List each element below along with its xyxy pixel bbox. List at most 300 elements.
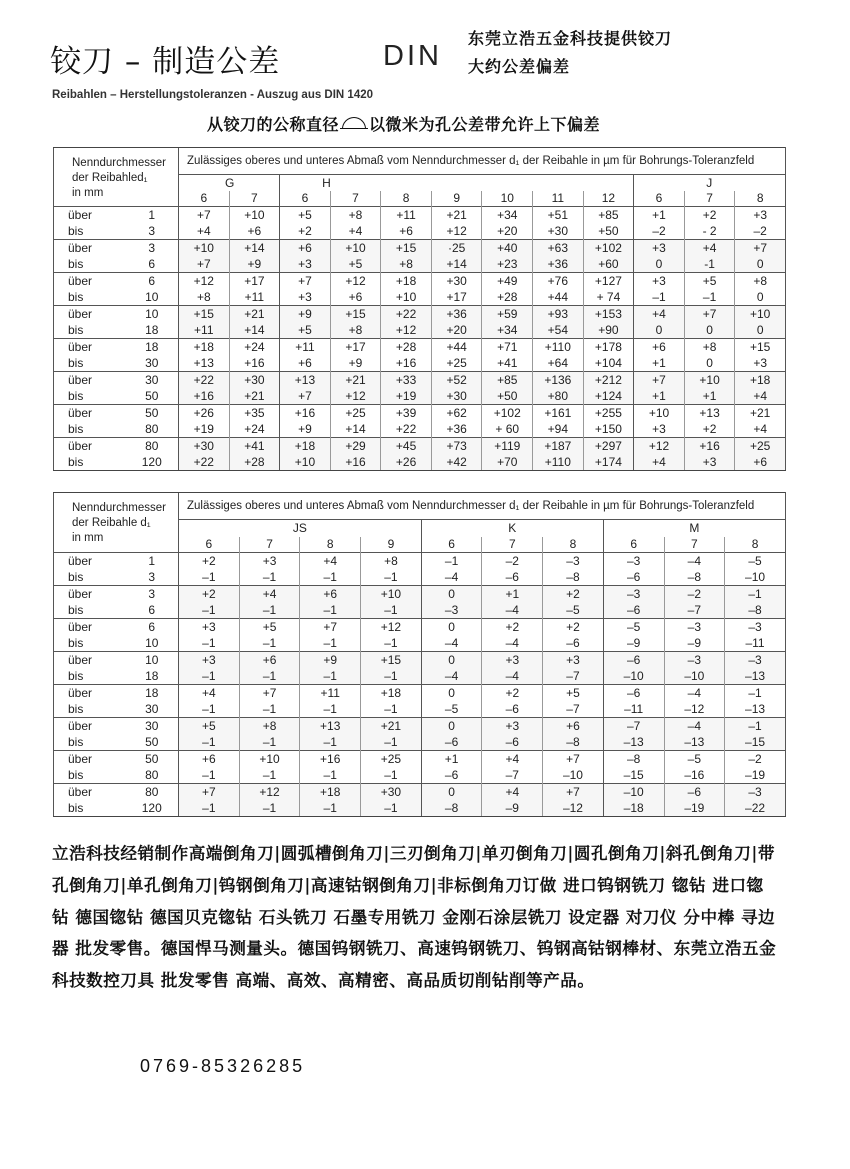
tolerance-value: –6	[421, 734, 482, 751]
tolerance-value: –1	[239, 602, 300, 619]
grade-label: 7	[482, 537, 543, 553]
tolerance-value: +8	[684, 339, 735, 356]
tolerance-value: +21	[735, 405, 786, 422]
tolerance-value: +25	[735, 438, 786, 455]
tolerance-value: +85	[482, 372, 533, 389]
tolerance-value: –18	[603, 800, 664, 817]
tolerance-value: +11	[381, 207, 432, 224]
table-row	[54, 767, 786, 784]
tolerance-value: +8	[381, 256, 432, 273]
table-row	[54, 421, 786, 438]
grade-label: 7	[330, 191, 381, 207]
tolerance-value: –12	[543, 800, 604, 817]
tolerance-table-ghj	[53, 147, 786, 471]
tolerance-value: +62	[431, 405, 482, 422]
range-label: bis	[54, 668, 126, 685]
tolerance-value: +7	[735, 240, 786, 257]
tolerance-value: –8	[421, 800, 482, 817]
tolerance-value: 0	[684, 355, 735, 372]
tolerance-value: –8	[603, 751, 664, 768]
tolerance-value: –4	[664, 553, 725, 570]
grade-label: 6	[634, 191, 685, 207]
range-label: über	[54, 240, 126, 257]
range-mm: 120	[126, 800, 179, 817]
range-label: bis	[54, 322, 126, 339]
tolerance-value: –9	[603, 635, 664, 652]
range-mm: 6	[148, 603, 156, 617]
grade-label: 8	[300, 537, 361, 553]
tolerance-value: 0	[735, 289, 786, 306]
tolerance-value: +16	[684, 438, 735, 455]
tolerance-value: +9	[229, 256, 280, 273]
range-label: bis	[54, 734, 126, 751]
tolerance-value: +15	[361, 652, 422, 669]
tolerance-value: –2	[725, 751, 786, 768]
table-row	[54, 652, 786, 669]
grade-label: 7	[239, 537, 300, 553]
tolerance-value: –1	[239, 569, 300, 586]
tolerance-value: +24	[229, 421, 280, 438]
tolerance-value: +16	[381, 355, 432, 372]
tolerance-value: +23	[482, 256, 533, 273]
range-mm: 10	[126, 306, 179, 323]
table-row	[54, 223, 786, 240]
range-label: bis	[54, 256, 126, 273]
tolerance-value: +10	[361, 586, 422, 603]
tolerance-value: –13	[725, 668, 786, 685]
tolerance-value: +5	[239, 619, 300, 636]
tolerance-value: –1	[179, 734, 240, 751]
range-mm: 10	[126, 652, 179, 669]
tolerance-value: +2	[482, 619, 543, 636]
tolerance-value: +6	[735, 454, 786, 471]
tolerance-value: –1	[300, 668, 361, 685]
range-mm: 18	[145, 323, 159, 337]
tolerance-value: +1	[634, 388, 685, 405]
range-mm: 1	[126, 553, 179, 570]
tolerance-value: +13	[300, 718, 361, 735]
range-label: bis	[54, 421, 126, 438]
tolerance-value: +24	[229, 339, 280, 356]
tolerance-value: +71	[482, 339, 533, 356]
range-mm: 80	[145, 422, 159, 436]
tolerance-value: –9	[482, 800, 543, 817]
tolerance-value: –6	[543, 635, 604, 652]
diameter-column-header	[54, 493, 179, 553]
tolerance-value: –10	[603, 784, 664, 801]
tolerance-value: ·25	[431, 240, 482, 257]
tolerance-value: –19	[725, 767, 786, 784]
tolerance-value: +44	[533, 289, 584, 306]
tolerance-value: +7	[239, 685, 300, 702]
tolerance-value: –1	[725, 586, 786, 603]
tolerance-value: +6	[280, 240, 331, 257]
din-label: DIN	[383, 40, 442, 72]
table-row	[54, 322, 786, 339]
tolerance-value: +26	[381, 454, 432, 471]
page-title: 铰刀 – 制造公差	[50, 44, 281, 80]
range-mm: 6	[126, 273, 179, 290]
tolerance-value: +60	[583, 256, 634, 273]
tolerance-value: –4	[482, 635, 543, 652]
grade-label: 6	[179, 537, 240, 553]
tolerance-value: +5	[684, 273, 735, 290]
tolerance-value: +50	[583, 223, 634, 240]
tolerance-value: +9	[330, 355, 381, 372]
grade-label: 11	[533, 191, 584, 207]
tolerance-value: +4	[482, 784, 543, 801]
range-label: über	[54, 553, 126, 570]
tolerance-value: –6	[664, 784, 725, 801]
tolerance-value: –1	[361, 569, 422, 586]
range-label: bis	[54, 800, 126, 817]
tolerance-value: + 74	[583, 289, 634, 306]
table-row	[54, 718, 786, 735]
tolerance-value: +36	[431, 421, 482, 438]
tolerance-value: +17	[431, 289, 482, 306]
tolerance-value: +42	[431, 454, 482, 471]
tolerance-value: +7	[684, 306, 735, 323]
tolerance-value: +80	[533, 388, 584, 405]
table-row	[54, 734, 786, 751]
tolerance-value: +6	[280, 355, 331, 372]
tolerance-value: –1	[725, 685, 786, 702]
tolerance-value: +54	[533, 322, 584, 339]
subtitle: Reibahlen – Herstellungstoleranzen - Auszug aus DIN 1420	[52, 89, 374, 101]
tolerance-value: 0	[421, 784, 482, 801]
range-label: bis	[54, 289, 126, 306]
tolerance-value: 0	[421, 619, 482, 636]
product-paragraph: 立浩科技经销制作高端倒角刀|圆弧槽倒角刀|三刃倒角刀|单刃倒角刀|圆孔倒角刀|斜孔倒角刀|带孔倒角刀|单孔倒角刀|钨钢倒角刀|高速钴钢倒角刀|非标倒角刀订做 进口钨钢铣刀 锪钻 进口锪钻 德国锪钻 德国贝克锪钻 石头铣刀 石墨专用铣刀 金刚石涂层铣刀 设定器 对刀仪 分中棒 寻边器 批发零售。德国悍马测量头。德国钨钢铣刀、高速钨钢铣刀、钨钢高钴钢棒材、东莞立浩五金科技数控刀具 批发零售 高端、高效、高精密、高品质切削钻削等产品。	[52, 843, 777, 991]
grade-label: 8	[381, 191, 432, 207]
table-row	[54, 240, 786, 257]
grade-label: 7	[229, 191, 280, 207]
range-label: über	[54, 718, 126, 735]
tolerance-value: +25	[330, 405, 381, 422]
tolerance-value: 0	[735, 256, 786, 273]
tolerance-value: +18	[280, 438, 331, 455]
table-row	[54, 388, 786, 405]
tolerance-value: –2	[634, 223, 685, 240]
range-mm: 30	[126, 718, 179, 735]
tolerance-value: +21	[431, 207, 482, 224]
tolerance-value: –6	[603, 685, 664, 702]
tolerance-value: +29	[330, 438, 381, 455]
tolerance-value: +5	[280, 322, 331, 339]
range-label: über	[54, 685, 126, 702]
tolerance-value: –1	[300, 569, 361, 586]
tolerance-value: +41	[482, 355, 533, 372]
tolerance-value: +10	[179, 240, 230, 257]
tolerance-value: –1	[361, 668, 422, 685]
tolerance-value: +6	[543, 718, 604, 735]
tolerance-value: +4	[179, 685, 240, 702]
tolerance-value: +255	[583, 405, 634, 422]
range-mm: 80	[145, 768, 159, 782]
table-row	[54, 635, 786, 652]
tolerance-value: –13	[664, 734, 725, 751]
range-mm: 10	[145, 290, 159, 304]
tolerance-value: –1	[361, 635, 422, 652]
tolerance-value: –6	[603, 602, 664, 619]
tolerance-value: +13	[179, 355, 230, 372]
tolerance-value: +3	[482, 652, 543, 669]
tolerance-value: 0	[735, 322, 786, 339]
tolerance-value: +10	[684, 372, 735, 389]
tolerance-value: +2	[684, 421, 735, 438]
tolerance-value: –10	[664, 668, 725, 685]
tolerance-value: +14	[229, 322, 280, 339]
tolerance-value: +25	[431, 355, 482, 372]
tolerance-value: –5	[603, 619, 664, 636]
tolerance-value: +7	[634, 372, 685, 389]
grade-label: 9	[361, 537, 422, 553]
range-mm: 30	[145, 702, 159, 716]
tolerance-value: +104	[583, 355, 634, 372]
tolerance-value: +30	[431, 273, 482, 290]
tolerance-value: +3	[684, 454, 735, 471]
tolerance-value: –7	[603, 718, 664, 735]
tolerance-header: Zulässiges oberes und unteres Abmaß vom Nenndurchmesser d₁ der Reibahle in µm für Bohrungs-Toleranzfeld	[179, 493, 786, 520]
tolerance-value: +51	[533, 207, 584, 224]
tolerance-value: +7	[300, 619, 361, 636]
tolerance-value: +11	[179, 322, 230, 339]
tolerance-value: –1	[361, 602, 422, 619]
tolerance-value: –1	[684, 289, 735, 306]
table-row	[54, 668, 786, 685]
tolerance-value: –1	[634, 289, 685, 306]
tolerance-value: –16	[664, 767, 725, 784]
range-label: über	[54, 586, 126, 603]
tolerance-value: +21	[361, 718, 422, 735]
tolerance-value: 0	[421, 652, 482, 669]
table-row	[54, 553, 786, 570]
tolerance-value: +73	[431, 438, 482, 455]
tolerance-value: –3	[664, 619, 725, 636]
tolerance-value: +3	[634, 240, 685, 257]
tolerance-value: –2	[482, 553, 543, 570]
tolerance-value: +4	[634, 306, 685, 323]
tolerance-value: +44	[431, 339, 482, 356]
tolerance-value: +3	[239, 553, 300, 570]
tolerance-value: +25	[361, 751, 422, 768]
tolerance-value: +3	[543, 652, 604, 669]
tolerance-value: +174	[583, 454, 634, 471]
diameter-column-header	[54, 148, 179, 207]
tolerance-value: –1	[239, 701, 300, 718]
range-mm: 50	[126, 405, 179, 422]
tolerance-value: +3	[179, 652, 240, 669]
tolerance-value: –4	[421, 569, 482, 586]
tolerance-value: –1	[179, 668, 240, 685]
tolerance-value: +7	[179, 784, 240, 801]
range-mm: 50	[145, 389, 159, 403]
tolerance-value: +5	[543, 685, 604, 702]
tolerance-value: –2	[664, 586, 725, 603]
diameter-header-line: Nenndurchmesser	[72, 502, 166, 514]
tolerance-value: +3	[179, 619, 240, 636]
tolerance-value: +6	[330, 289, 381, 306]
grade-label: 10	[482, 191, 533, 207]
table-header-row	[54, 493, 786, 520]
grade-label: 7	[684, 191, 735, 207]
tolerance-value: +178	[583, 339, 634, 356]
range-label: bis	[54, 602, 126, 619]
tolerance-value: +153	[583, 306, 634, 323]
tolerance-value: –3	[725, 652, 786, 669]
tolerance-value: +7	[179, 256, 230, 273]
tolerance-value: –4	[664, 685, 725, 702]
table-row	[54, 454, 786, 471]
tolerance-value: +4	[330, 223, 381, 240]
tolerance-value: +4	[735, 388, 786, 405]
tolerance-value: –3	[603, 553, 664, 570]
tolerance-value: - 2	[684, 223, 735, 240]
tolerance-value: +30	[361, 784, 422, 801]
tolerance-value: –1	[179, 602, 240, 619]
tolerance-value: +20	[431, 322, 482, 339]
tolerance-value: –8	[664, 569, 725, 586]
diameter-header-line: Nenndurchmesser	[72, 157, 166, 169]
tolerance-value: –7	[543, 668, 604, 685]
tolerance-value: +21	[330, 372, 381, 389]
tolerance-value: –6	[482, 569, 543, 586]
grade-label: 6	[280, 191, 331, 207]
tolerance-value: +6	[300, 586, 361, 603]
tolerance-value: +19	[179, 421, 230, 438]
diameter-header-line: in mm	[72, 187, 104, 199]
tolerance-value: +18	[179, 339, 230, 356]
tolerance-value: +35	[229, 405, 280, 422]
range-label: über	[54, 273, 126, 290]
range-label: bis	[54, 388, 126, 405]
tolerance-value: +76	[533, 273, 584, 290]
tolerance-value: –1	[725, 718, 786, 735]
range-label: bis	[54, 454, 126, 471]
tolerance-value: +2	[280, 223, 331, 240]
table-row	[54, 619, 786, 636]
tolerance-value: +30	[179, 438, 230, 455]
tolerance-value: +161	[533, 405, 584, 422]
range-mm: 18	[126, 339, 179, 356]
tolerance-value: + 60	[482, 421, 533, 438]
tolerance-value: +10	[229, 207, 280, 224]
tolerance-value: –1	[421, 553, 482, 570]
tolerance-value: +12	[381, 322, 432, 339]
tolerance-value: +30	[229, 372, 280, 389]
tolerance-value: –4	[421, 635, 482, 652]
tolerance-value: +12	[179, 273, 230, 290]
tolerance-value: +50	[482, 388, 533, 405]
tolerance-value: +4	[300, 553, 361, 570]
tolerance-value: +18	[300, 784, 361, 801]
tolerance-value: +10	[330, 240, 381, 257]
tolerance-value: +8	[179, 289, 230, 306]
grade-label: 6	[421, 537, 482, 553]
tolerance-value: +52	[431, 372, 482, 389]
tolerance-value: –1	[239, 635, 300, 652]
range-label: bis	[54, 635, 126, 652]
tolerance-value: –4	[664, 718, 725, 735]
tolerance-value: +110	[533, 339, 584, 356]
range-mm: 6	[148, 257, 156, 271]
diameter-header-line: der Reibahled₁	[72, 172, 148, 184]
tolerance-value: +1	[634, 207, 685, 224]
tolerance-value: +12	[239, 784, 300, 801]
tolerance-value: –1	[300, 635, 361, 652]
tolerance-value: –1	[179, 767, 240, 784]
tolerance-value: +10	[634, 405, 685, 422]
table-row	[54, 685, 786, 702]
tolerance-value: +30	[431, 388, 482, 405]
tolerance-value: +3	[735, 207, 786, 224]
range-mm: 3	[126, 240, 179, 257]
grade-label: 7	[664, 537, 725, 553]
tolerance-value: –3	[725, 619, 786, 636]
tolerance-value: +6	[239, 652, 300, 669]
tolerance-value: –6	[603, 652, 664, 669]
tolerance-value: +18	[381, 273, 432, 290]
tolerance-value: +12	[361, 619, 422, 636]
tolerance-group-label: K	[421, 520, 603, 537]
tolerance-value: +22	[381, 421, 432, 438]
tolerance-value: +10	[239, 751, 300, 768]
tolerance-value: +39	[381, 405, 432, 422]
tolerance-value: +15	[735, 339, 786, 356]
tolerance-value: –6	[482, 701, 543, 718]
tolerance-value: +11	[280, 339, 331, 356]
tolerance-value: –5	[543, 602, 604, 619]
tolerance-value: –1	[239, 668, 300, 685]
tolerance-value: +3	[634, 273, 685, 290]
table-row	[54, 602, 786, 619]
tolerance-value: –13	[603, 734, 664, 751]
range-label: bis	[54, 355, 126, 372]
tolerance-value: –11	[725, 635, 786, 652]
table-row	[54, 586, 786, 603]
tolerance-value: +136	[533, 372, 584, 389]
tolerance-value: +17	[229, 273, 280, 290]
tolerance-value: –3	[603, 586, 664, 603]
tolerance-value: –1	[179, 569, 240, 586]
tolerance-value: +5	[179, 718, 240, 735]
tolerance-value: +127	[583, 273, 634, 290]
range-label: über	[54, 438, 126, 455]
tolerance-value: –1	[361, 734, 422, 751]
range-mm: 6	[126, 619, 179, 636]
tolerance-value: +6	[381, 223, 432, 240]
tolerance-table-jskm	[53, 492, 786, 817]
table-row	[54, 355, 786, 372]
tolerance-value: –19	[664, 800, 725, 817]
grade-label: 6	[603, 537, 664, 553]
tolerance-value: +33	[381, 372, 432, 389]
tolerance-value: 0	[421, 718, 482, 735]
company-line-2: 大约公差偏差	[468, 57, 571, 76]
tolerance-value: +2	[179, 586, 240, 603]
tolerance-value: –2	[735, 223, 786, 240]
tolerance-value: +64	[533, 355, 584, 372]
tolerance-group-label: M	[603, 520, 785, 537]
tolerance-value: +14	[229, 240, 280, 257]
tolerance-value: –1	[239, 800, 300, 817]
tolerance-value: +10	[280, 454, 331, 471]
tolerance-value: –5	[664, 751, 725, 768]
tolerance-value: –3	[725, 784, 786, 801]
tolerance-value: –8	[543, 569, 604, 586]
tolerance-value: +59	[482, 306, 533, 323]
tolerance-value: +28	[381, 339, 432, 356]
